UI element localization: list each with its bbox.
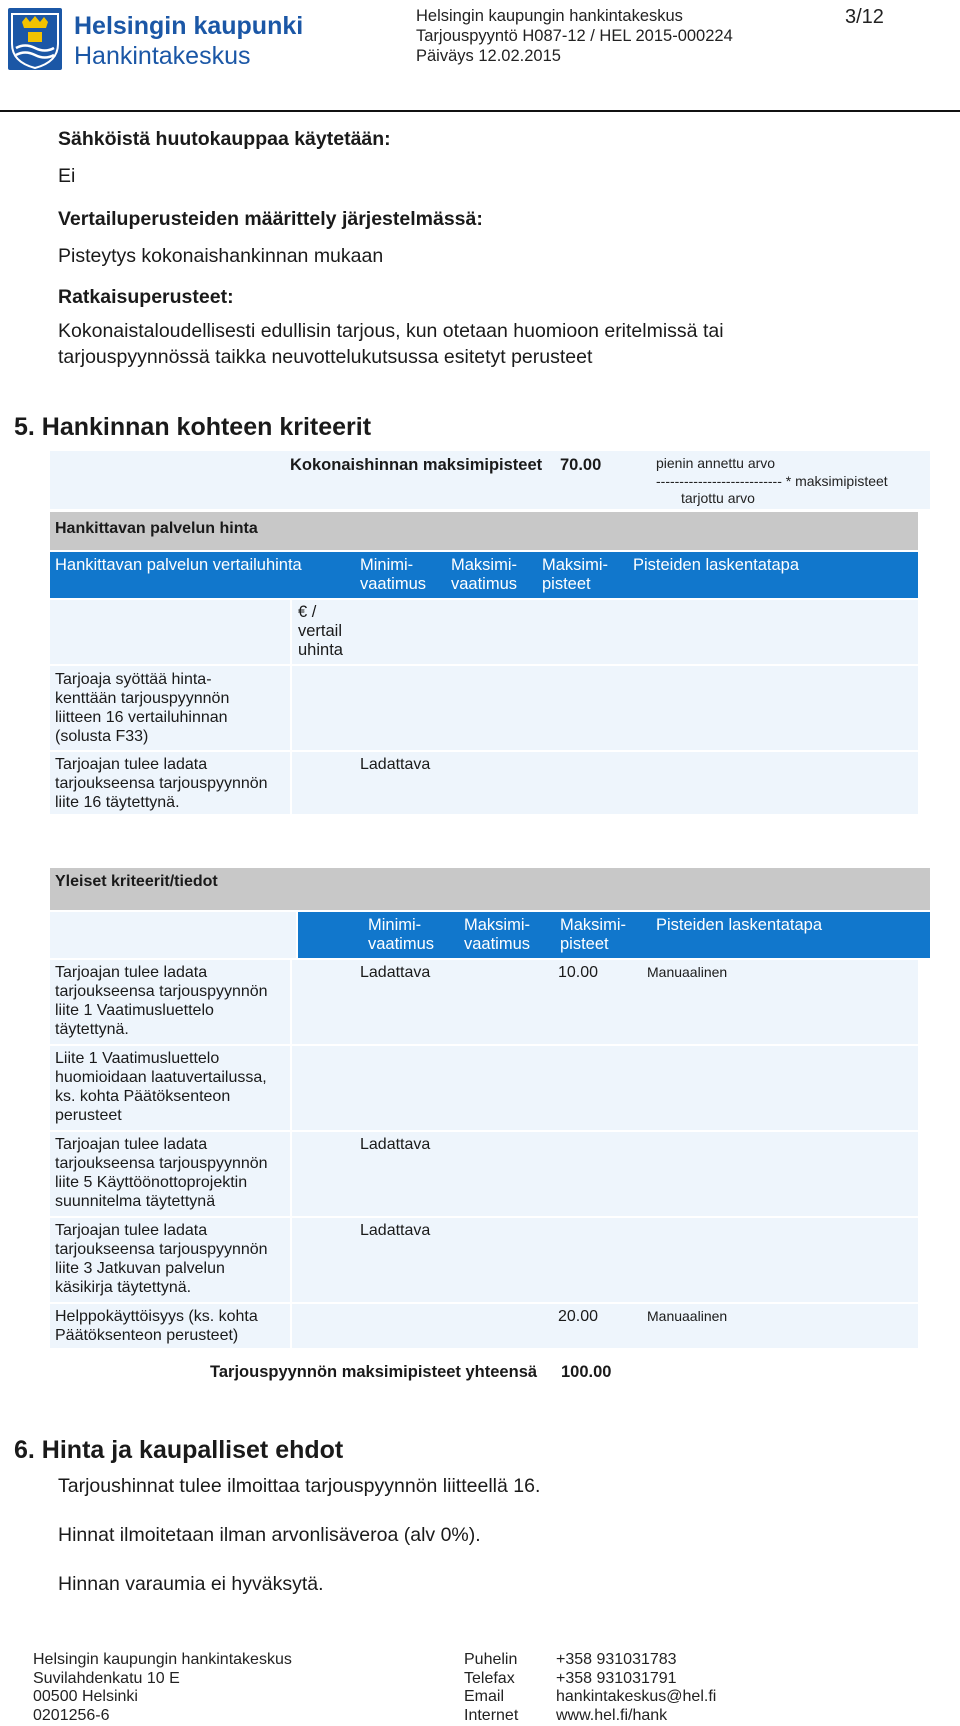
footer-business-id: 0201256-6 <box>33 1706 110 1724</box>
footer-fax: +358 931031791 <box>556 1669 677 1687</box>
hankintakeskus-logo <box>8 8 304 72</box>
col-header-calculation: Pisteiden laskentatapa <box>633 556 800 574</box>
logo-title: Helsingin kaupunki <box>74 12 304 40</box>
row-upload-attachment16-text: Tarjoajan tulee ladata tarjoukseensa tarjouspyynnön liite 16 täytettynä. <box>55 756 268 811</box>
general-col-maximum: Maksimi- vaatimus <box>464 916 531 953</box>
formula-denominator: tarjottu arvo <box>681 490 755 506</box>
general-col-max-points: Maksimi- pisteet <box>560 916 626 953</box>
price-criterion-label: Hankittavan palvelun hinta <box>55 520 258 537</box>
solution-heading: Ratkaisuperusteet: <box>58 286 234 308</box>
row-deployment-plan-min: Ladattava <box>360 1136 431 1153</box>
col-header-minimum: Minimi- vaatimus <box>360 556 427 593</box>
footer-contact-labels: Puhelin Telefax Email Internet <box>464 1651 519 1724</box>
solution-text-line1: Kokonaistaloudellisesti edullisin tarjous, kun otetaan huomioon eritelmissä tai <box>58 320 724 342</box>
row-usability-calc: Manuaalinen <box>647 1308 728 1324</box>
total-points-value: 100.00 <box>561 1363 612 1381</box>
footer-address <box>33 1651 292 1725</box>
row-requirements-list-points: 10.00 <box>558 964 599 981</box>
row-usability-points: 20.00 <box>558 1308 599 1325</box>
price-table-cell <box>50 600 290 664</box>
table-row <box>292 1304 918 1348</box>
row-service-handbook-text: Tarjoajan tulee ladata tarjoukseensa tarjouspyynnön liite 3 Jatkuvan palvelun käsikirja täytettynä. <box>55 1222 268 1296</box>
row-service-handbook-min: Ladattava <box>360 1222 431 1239</box>
table-row <box>292 1046 918 1130</box>
col-header-maximum: Maksimi- vaatimus <box>451 556 518 593</box>
total-points-label: Tarjouspyynnön maksimipisteet yhteensä <box>210 1363 538 1381</box>
auction-heading: Sähköistä huutokauppaa käytetään: <box>58 128 391 150</box>
header-date: Päiväys 12.02.2015 <box>416 47 561 65</box>
footer-org: Helsingin kaupungin hankintakeskus <box>33 1651 292 1668</box>
col-header-max-points: Maksimi- pisteet <box>542 556 608 593</box>
formula-numerator: pienin annettu arvo <box>656 455 776 471</box>
section-6-paragraph-2: Hinnat ilmoitetaan ilman arvonlisäveroa (alv 0%). <box>58 1524 481 1546</box>
row-usability-text: Helppokäyttöisyys (ks. kohta Päätöksenteon perusteet) <box>55 1308 258 1344</box>
section-6-paragraph-1: Tarjoushinnat tulee ilmoittaa tarjouspyynnön liitteellä 16. <box>58 1475 541 1497</box>
table-row <box>292 666 918 750</box>
header-reference: Tarjouspyyntö H087-12 / HEL 2015-000224 <box>416 27 733 45</box>
row-upload-attachment16-min: Ladattava <box>360 756 431 773</box>
footer-city: 00500 Helsinki <box>33 1688 138 1705</box>
row-requirements-list-calc: Manuaalinen <box>647 964 728 980</box>
page-number: 3/12 <box>845 6 884 28</box>
header-org: Helsingin kaupungin hankintakeskus <box>416 7 683 25</box>
section-6-title: 6. Hinta ja kaupalliset ehdot <box>14 1436 344 1464</box>
solution-text-line2: tarjouspyynnössä taikka neuvottelukutsussa esitetyt perusteet <box>58 346 593 368</box>
row-quality-comparison-text: Liite 1 Vaatimusluettelo huomioidaan laatuvertailussa, ks. kohta Päätöksenteon perusteet <box>55 1050 267 1124</box>
row-requirements-list-min: Ladattava <box>360 964 431 981</box>
row-price-entry-text: Tarjoaja syöttää hinta- kenttään tarjouspyynnön liitteen 16 vertailuhinnan (solusta F33) <box>55 671 230 745</box>
document-header-info <box>416 6 733 66</box>
logo-subtitle: Hankintakeskus <box>74 42 251 70</box>
row-deployment-plan-text: Tarjoajan tulee ladata tarjoukseensa tarjouspyynnön liite 5 Käyttöönottoprojektin suunnitelma täytettynä <box>55 1136 268 1210</box>
max-points-label: Kokonaishinnan maksimipisteet <box>290 456 543 474</box>
helsinki-crest-icon <box>8 8 62 70</box>
header-divider <box>0 110 960 112</box>
section-6-paragraph-3: Hinnan varaumia ei hyväksytä. <box>58 1573 324 1595</box>
price-table-cell <box>292 600 918 664</box>
max-points-value: 70.00 <box>560 456 602 474</box>
general-criteria-title: Yleiset kriteerit/tiedot <box>55 873 218 890</box>
section-5-title: 5. Hankinnan kohteen kriteerit <box>14 413 372 441</box>
general-col-calculation: Pisteiden laskentatapa <box>656 916 823 934</box>
footer-street: Suvilahdenkatu 10 E <box>33 1669 180 1687</box>
footer-contact-values <box>556 1651 716 1725</box>
general-col-minimum: Minimi- vaatimus <box>368 916 435 953</box>
formula-line: --------------------------- * maksimipisteet <box>656 473 888 489</box>
col-header-comparison-price: Hankittavan palvelun vertailuhinta <box>55 556 302 574</box>
criteria-value: Pisteytys kokonaishankinnan mukaan <box>58 245 384 267</box>
auction-value: Ei <box>58 165 76 187</box>
general-table-header-empty <box>50 912 296 958</box>
footer-web-link[interactable]: www.hel.fi/hank <box>556 1706 668 1724</box>
row-requirements-list-text: Tarjoajan tulee ladata tarjoukseensa tarjouspyynnön liite 1 Vaatimusluettelo täytettynä. <box>55 964 268 1038</box>
footer-email-link[interactable]: hankintakeskus@hel.fi <box>556 1688 717 1705</box>
unit-cell: € / vertail uhinta <box>298 603 343 659</box>
criteria-heading: Vertailuperusteiden määrittely järjestelmässä: <box>58 208 483 230</box>
footer-phone: +358 931031783 <box>556 1651 677 1668</box>
